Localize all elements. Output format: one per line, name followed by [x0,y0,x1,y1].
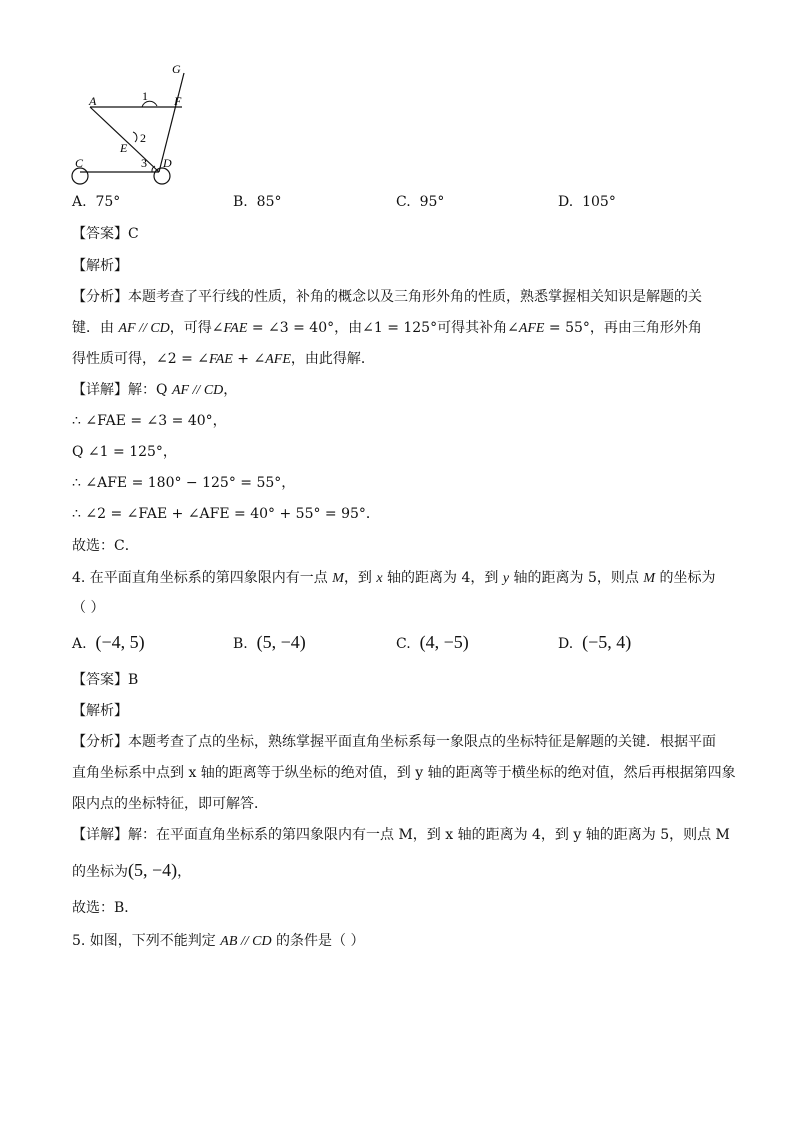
text: 得性质可得，∠2 = ∠ [72,351,209,367]
q3-detail-line [72,380,237,401]
detail-text: 解：在平面直角坐标系的第四象限内有一点 M，到 x 轴的距离为 4，到 y 轴的距离为 5，则点 M [128,827,730,843]
text: ，到 [343,570,377,586]
q3-option-c [396,192,444,212]
text: ， [177,864,192,880]
text: 轴的距离为 5，则点 [509,570,644,586]
line-ad [90,107,159,172]
text: 轴的距离为 4，到 [382,570,503,586]
math: FAE [209,352,233,367]
text: 键．由 [72,320,119,336]
q3-choice: 故选：C． [72,538,139,554]
fenxi-tag: 【分析】 [72,289,128,305]
label-e: E [120,141,128,155]
text: 5. 如图，下列不能判定 [72,933,221,949]
option-letter: A. [72,194,87,210]
label-g: G [172,62,181,76]
q3-fenxi-line2 [72,318,702,339]
text: ，可得∠ [169,320,224,336]
text: 的条件是（ ） [271,933,365,949]
option-letter: D. [558,636,574,652]
label-3: 3 [141,156,147,170]
q3-fenxi-line1 [72,287,702,307]
q4-fenxi-line1 [72,732,716,752]
label-d: D [163,156,172,170]
math: AF // CD [118,321,170,336]
detail-tag: 【详解】 [72,827,128,843]
option-value: 95° [419,194,445,210]
text: 的坐标为 [72,864,128,880]
q4-fenxi-line3: 限内点的坐标特征，即可解答． [72,796,268,812]
option-value: 105° [582,194,616,210]
q3-option-b [233,192,281,212]
option-value: (5, −4) [256,632,306,652]
text: ， [223,382,238,398]
q4-option-a [72,632,145,654]
text: 4. 在平面直角坐标系的第四象限内有一点 [72,570,333,586]
q4-option-d [558,632,631,654]
q3-step1: ∴ ∠FAE = ∠3 = 40°， [72,413,227,429]
text: ，由此得解． [290,351,375,367]
q3-option-a [72,192,120,212]
option-value: 85° [256,194,282,210]
option-letter: C. [396,636,411,652]
text: 的坐标为 [655,570,716,586]
q3-fenxi-line3 [72,349,375,370]
option-value: (−4, 5) [95,632,145,652]
q3-answer: 【答案】C [72,226,139,242]
q3-analysis-tag: 【解析】 [72,258,128,274]
option-letter: D. [558,194,574,210]
math: M [332,571,344,586]
option-value: (4, −5) [419,632,469,652]
math: FAE [223,321,248,336]
option-letter: A. [72,636,87,652]
q4-answer: 【答案】B [72,672,139,688]
label-a: A [89,94,97,108]
option-value: (−5, 4) [582,632,632,652]
q3-step3: ∴ ∠AFE = 180° − 125° = 55°， [72,475,296,491]
math: y [502,571,510,586]
q3-step4: ∴ ∠2 = ∠FAE + ∠AFE = 40° + 55° = 95°． [72,506,380,522]
q4-detail-line1 [72,825,730,845]
q4-stem-line1 [72,568,715,589]
option-letter: B. [233,194,248,210]
text: = 55°，再由三角形外角 [544,320,702,336]
math: AB // CD [220,934,272,949]
label-c: C [75,156,84,170]
text: 解：Q [128,382,172,398]
math: AFE [518,321,545,336]
math: AFE [265,352,291,367]
label-1: 1 [142,89,148,103]
q4-stem-paren: （ ） [72,600,105,616]
math: M [643,571,656,586]
q5-stem [72,931,365,952]
circle-right [154,168,170,184]
label-2: 2 [140,131,146,145]
fenxi-text: 本题考查了平行线的性质，补角的概念以及三角形外角的性质，熟悉掌握相关知识是解题的关 [128,289,702,305]
q3-option-d [558,192,616,212]
q4-option-b [233,632,306,654]
math: (5, −4) [128,860,178,880]
option-letter: B. [233,636,248,652]
option-letter: C. [396,194,411,210]
q4-fenxi-line2: 直角坐标系中点到 x 轴的距离等于纵坐标的绝对值，到 y 轴的距离等于横坐标的绝对值，然后再根据第四象 [72,765,736,781]
math: AF // CD [171,383,224,398]
fenxi-text: 本题考查了点的坐标，熟练掌握平面直角坐标系每一象限点的坐标特征是解题的关键．根据平面 [128,734,716,750]
label-f: F [174,94,182,108]
q4-choice: 故选：B． [72,900,139,916]
text: = ∠3 = 40°，由∠1 = 125°可得其补角∠ [247,320,519,336]
angle-2-arc [133,132,137,142]
q4-option-c [396,632,469,654]
detail-tag: 【详解】 [72,382,128,398]
geometry-figure [66,60,206,190]
q3-step2: Q ∠1 = 125°， [72,444,177,460]
text: + ∠ [232,351,266,367]
fenxi-tag: 【分析】 [72,734,128,750]
q4-detail-line2 [72,860,191,882]
angle-3-arc [152,166,155,172]
circle-left [72,168,88,184]
q4-analysis-tag: 【解析】 [72,703,128,719]
option-value: 75° [95,194,121,210]
math: x [376,571,383,586]
